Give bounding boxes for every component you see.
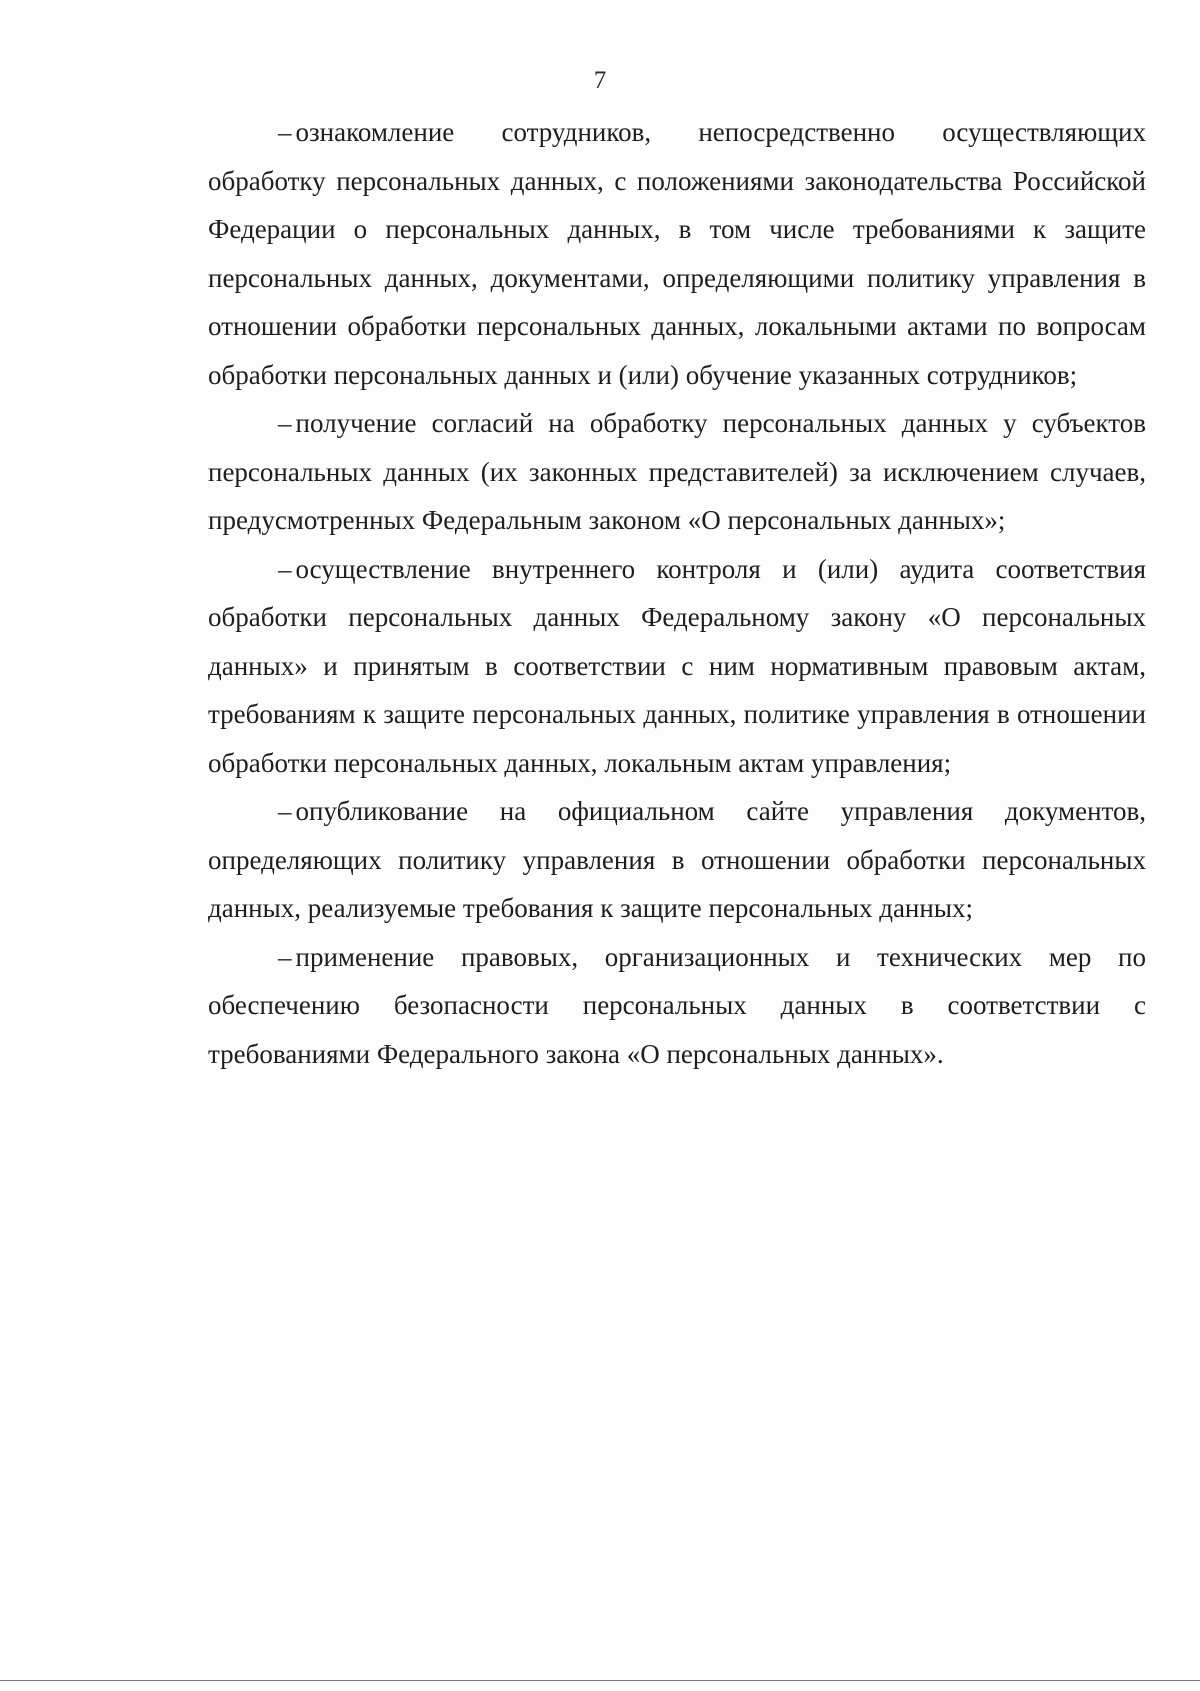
paragraph-text: применение правовых, организационных и технических мер по обеспечению безопасности персональных данных в соответствии с требованиями Федерального закона «О персональных данных». [208, 941, 1146, 1069]
list-dash: – [278, 553, 292, 584]
paragraph-security-measures [208, 933, 1146, 1079]
paragraph-consent [208, 399, 1146, 545]
paragraph-text: получение согласий на обработку персональных данных у субъектов персональных данных (их законных представителей) за исключением случаев, предусмотренных Федеральным законом «О персональных данных»; [208, 408, 1146, 535]
paragraph-internal-control [208, 545, 1146, 788]
page-bottom-rule [0, 1680, 1200, 1681]
document-body [208, 108, 1146, 1078]
paragraph-text: ознакомление сотрудников, непосредственно осуществляющих обработку персональных данных, с положениями законодательства Российской Федерации о персональных данных, в том числе требованиями к защите персональных данных, документами, определяющими политику управления в отношении обработки персональных данных, локальными актами по вопросам обработки персональных данных и (или) обучение указанных сотрудников; [208, 117, 1146, 390]
list-dash: – [278, 941, 292, 972]
list-dash: – [278, 117, 292, 147]
paragraph-staff-training [208, 108, 1146, 399]
paragraph-text: осуществление внутреннего контроля и (или) аудита соответствия обработки персональных данных Федеральному закону «О персональных данных» и принятым в соответствии с ним нормативным правовым актам, требованиям к защите персональных данных, политике управления в отношении обработки персональных данных, локальным актам управления; [208, 553, 1146, 778]
list-dash: – [278, 796, 292, 826]
page-number: 7 [593, 67, 607, 94]
paragraph-publication [208, 787, 1146, 933]
paragraph-text: опубликование на официальном сайте управления документов, определяющих политику управления в отношении обработки персональных данных, реализуемые требования к защите персональных данных; [208, 796, 1146, 923]
list-dash: – [278, 408, 292, 438]
